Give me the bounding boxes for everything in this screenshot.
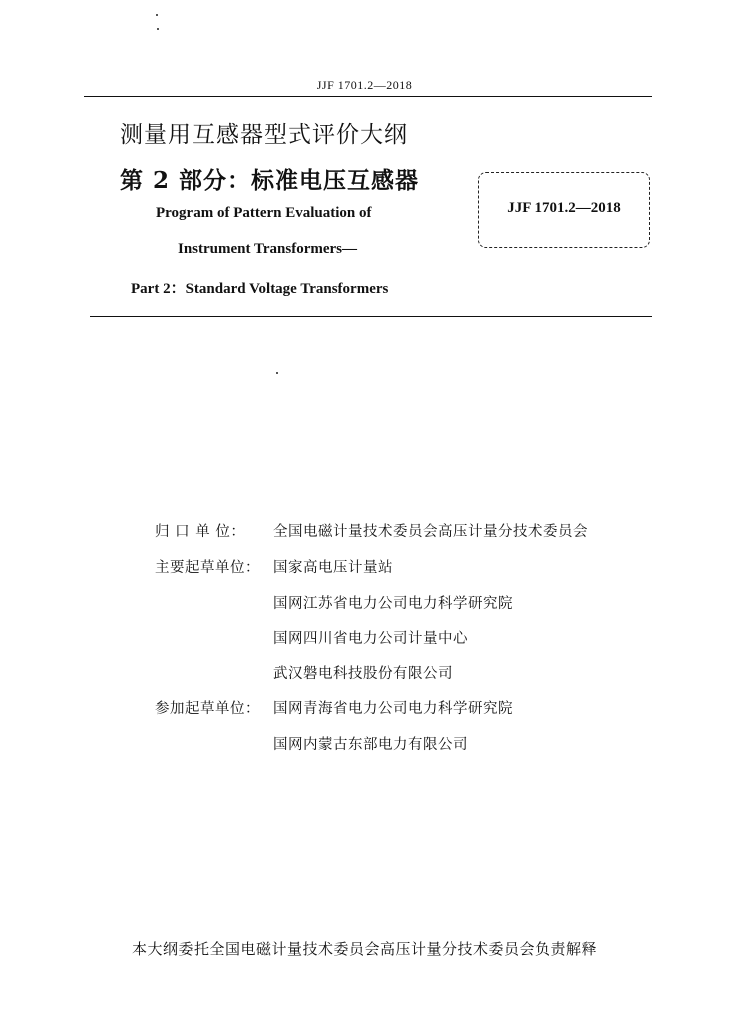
scan-speck xyxy=(276,372,278,374)
unit-value: 国网内蒙古东部电力有限公司 xyxy=(273,737,468,753)
separator-rule xyxy=(90,316,652,317)
unit-value: 国网四川省电力公司计量中心 xyxy=(273,631,468,647)
unit-value: 武汉磐电科技股份有限公司 xyxy=(273,666,453,682)
unit-label: 归 口 单 位： xyxy=(155,524,246,540)
unit-value: 国网江苏省电力公司电力科学研究院 xyxy=(273,596,513,612)
unit-row xyxy=(0,520,729,542)
unit-row xyxy=(0,556,729,578)
unit-value: 国家高电压计量站 xyxy=(273,560,393,576)
unit-row xyxy=(0,697,729,719)
unit-row xyxy=(0,627,729,649)
header-code: JJF 1701.2—2018 xyxy=(316,78,413,92)
unit-row xyxy=(0,662,729,684)
title-chinese-line-2: 第 2 部分：标准电压互感器 xyxy=(120,167,420,194)
title-english-line-1: Program of Pattern Evaluation of xyxy=(156,205,372,221)
title-english-line-3: Part 2：Standard Voltage Transformers xyxy=(131,281,389,297)
scan-speck xyxy=(157,28,159,30)
code-box-text: JJF 1701.2—2018 xyxy=(507,200,621,216)
header-rule xyxy=(84,96,652,97)
unit-row xyxy=(0,592,729,614)
title-chinese-line-1: 测量用互感器型式评价大纲 xyxy=(120,122,408,148)
unit-value: 全国电磁计量技术委员会高压计量分技术委员会 xyxy=(273,524,588,540)
unit-label: 主要起草单位： xyxy=(155,560,260,576)
title-english-line-2: Instrument Transformers— xyxy=(178,241,358,257)
unit-value: 国网青海省电力公司电力科学研究院 xyxy=(273,701,513,717)
unit-label: 参加起草单位： xyxy=(155,701,260,717)
scan-speck xyxy=(156,14,158,16)
footer-note: 本大纲委托全国电磁计量技术委员会高压计量分技术委员会负责解释 xyxy=(131,940,597,958)
unit-row xyxy=(0,733,729,755)
